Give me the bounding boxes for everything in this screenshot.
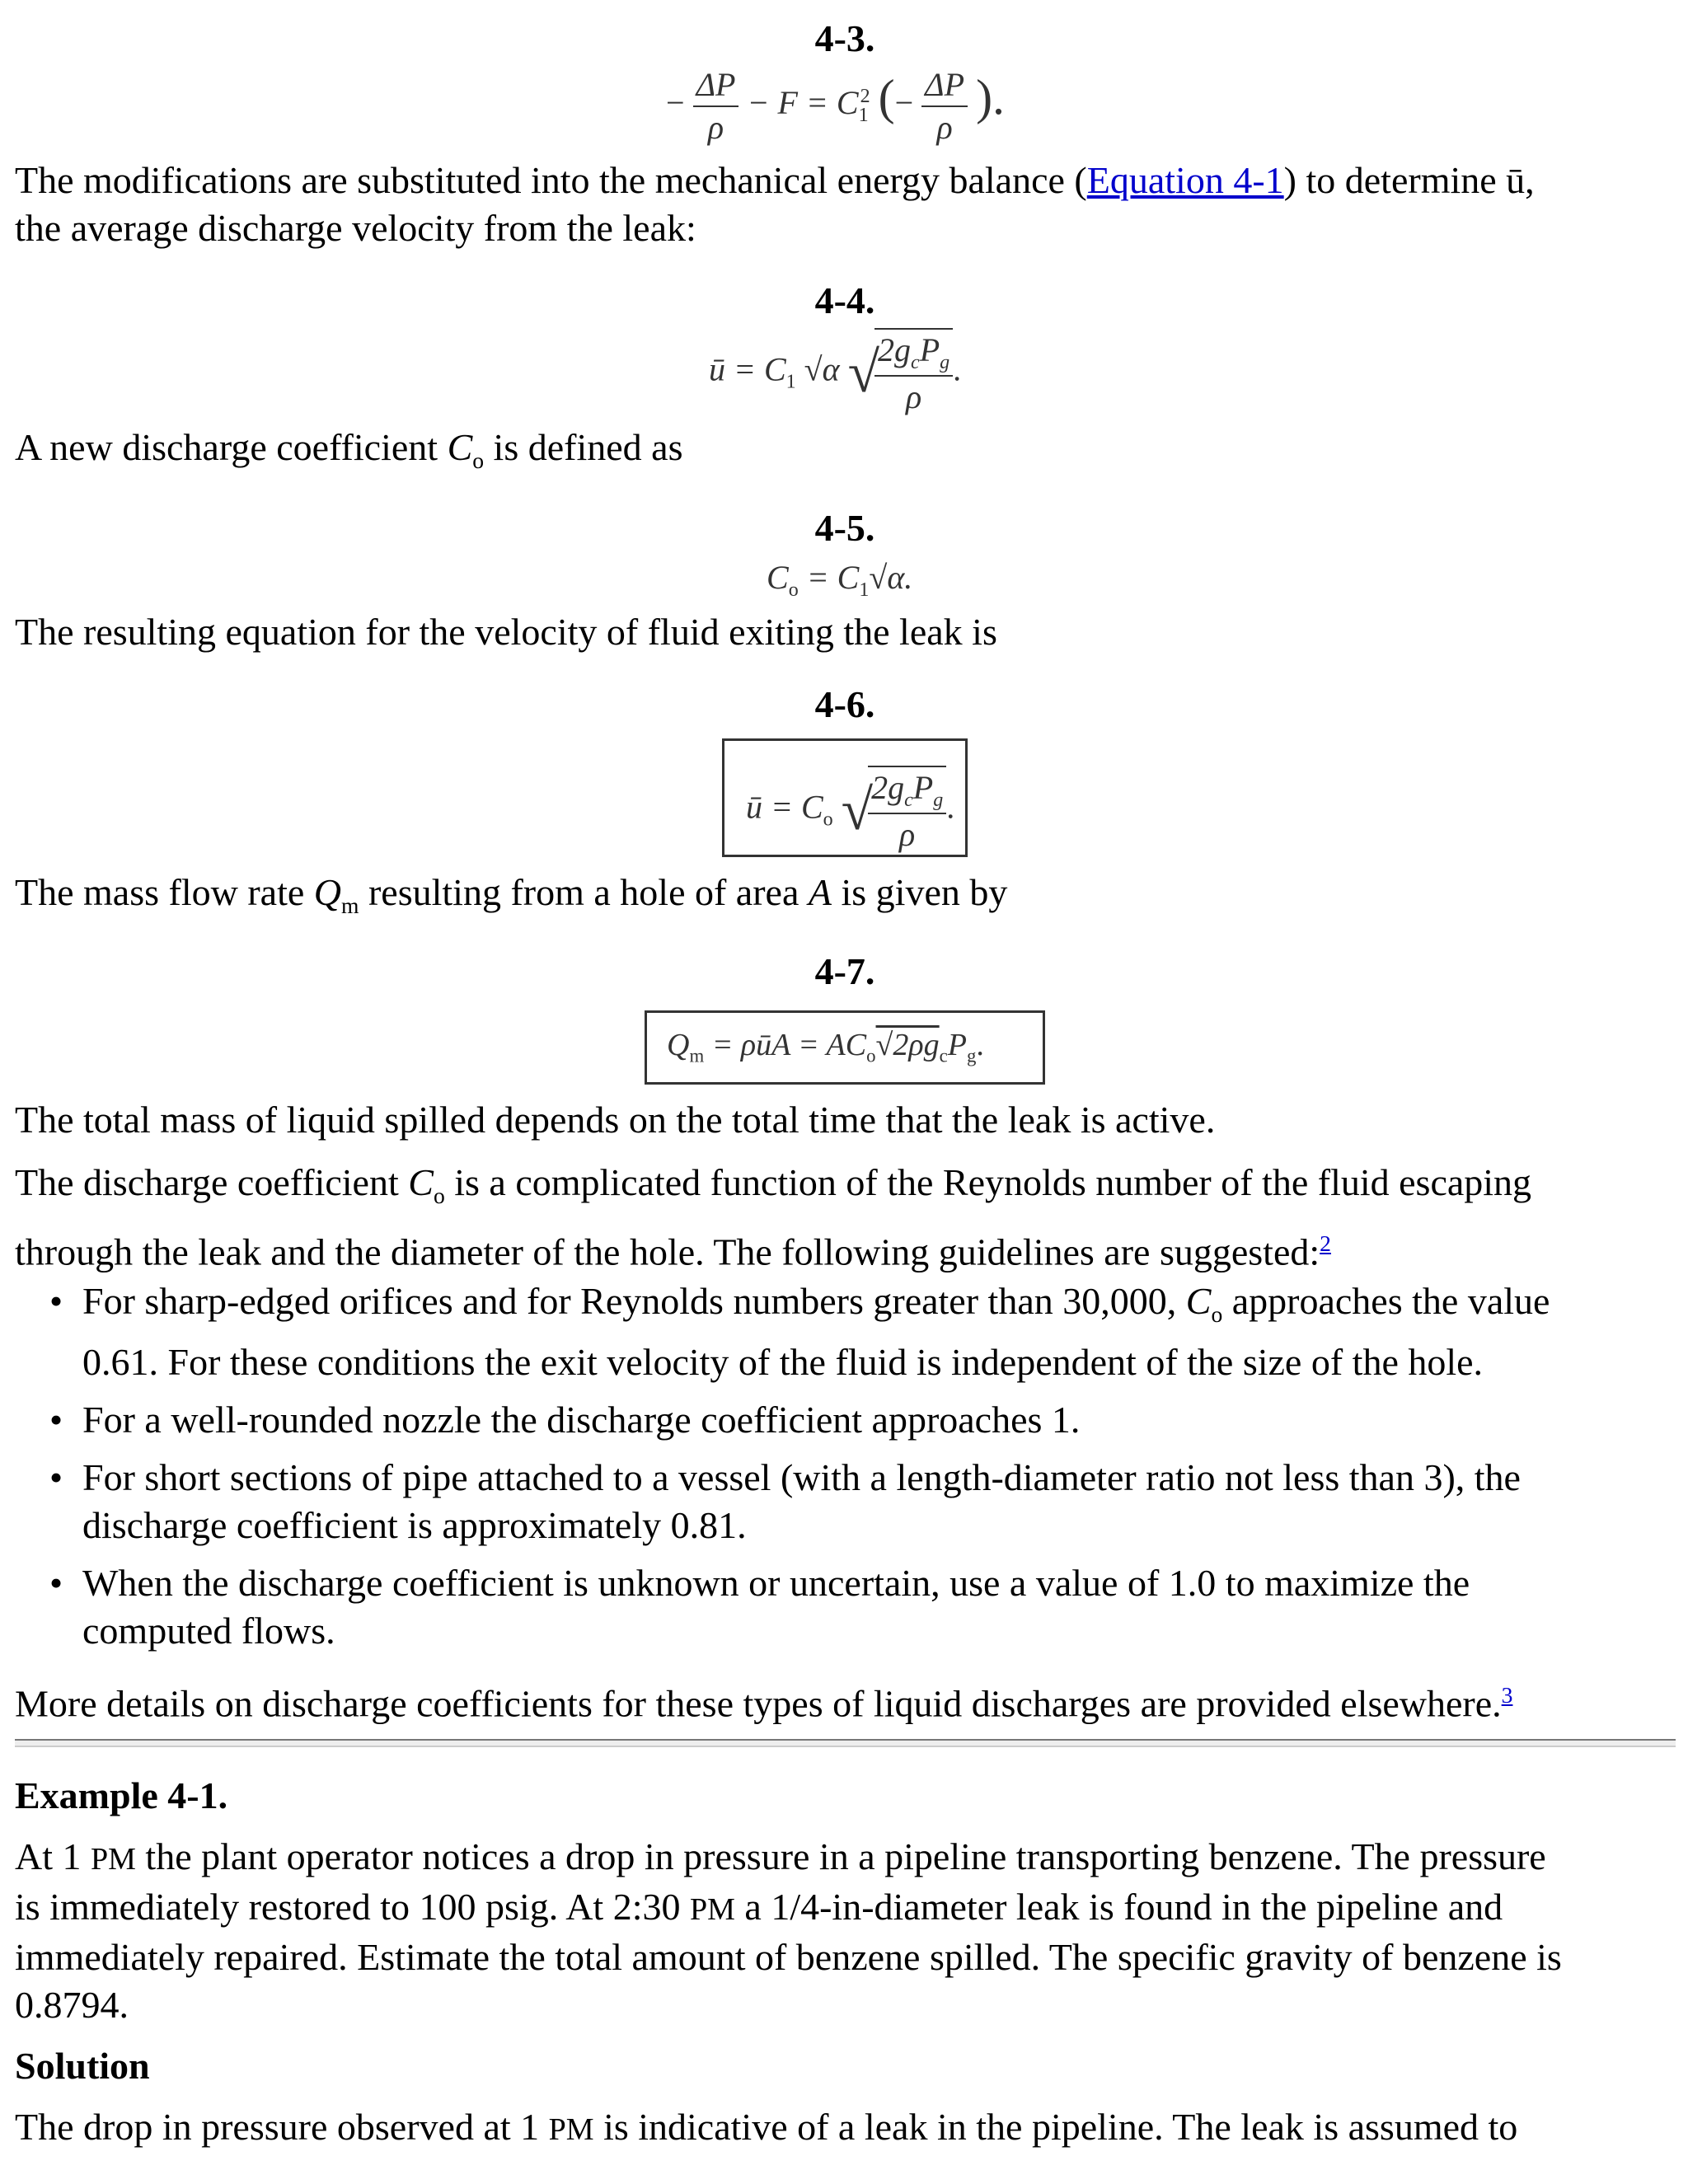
eq43-minus-f: − F = C: [747, 84, 859, 122]
b4-line1: When the discharge coefficient is unknown or uncertain, use a value of 1.0 to maximize the: [82, 1562, 1470, 1605]
eq44-sqrt-icon: √: [847, 340, 880, 405]
list-item-short-sections: [49, 1454, 1672, 1549]
eq46-fraction: [868, 766, 946, 855]
eq44-fraction: [874, 328, 953, 418]
eq46-num-p: P: [912, 769, 934, 806]
bullet-dot: •: [49, 1456, 63, 1499]
equation-label-4-6: 4-6.: [814, 683, 875, 725]
eq46-end: .: [946, 788, 955, 826]
b2-text: For a well-rounded nozzle the discharge coefficient approaches 1.: [82, 1399, 1081, 1441]
paragraph-mechanical-energy: [15, 157, 1672, 252]
eq47-c-sub: o: [866, 1045, 876, 1066]
list-item-unknown: [49, 1559, 1672, 1655]
bullet-dot: •: [49, 1562, 63, 1605]
eq43-rhs-den: ρ: [936, 109, 953, 146]
example-title: Example 4-1.: [15, 1774, 228, 1816]
eq46-num-2g: 2g: [871, 769, 905, 806]
eq44-num-c: c: [911, 352, 920, 373]
equation-4-1-link[interactable]: Equation 4-1: [1086, 159, 1284, 201]
eq46-num-g: g: [933, 790, 944, 811]
p4-q: Q: [313, 871, 342, 913]
eq45-c: C: [767, 559, 789, 596]
eq43-rhs-neg: −: [894, 84, 914, 122]
footnote-3-link[interactable]: 3: [1501, 1682, 1513, 1708]
eq47-p-sub: g: [966, 1045, 977, 1066]
ex-l2-b: a 1/4-in-diameter leak is found in the pipeline and: [734, 1886, 1503, 1928]
list-item-sharp-edged: [49, 1277, 1672, 1386]
p6-c-sub: o: [433, 1183, 445, 1209]
b1-text-a: For sharp-edged orifices and for Reynolds numbers greater than 30,000,: [82, 1280, 1186, 1322]
equation-label-4-3: 4-3.: [814, 17, 875, 59]
bullet-dot: •: [49, 1399, 63, 1441]
b3-line1: For short sections of pipe attached to a vessel (with a length-diameter ratio not less than 3), the: [82, 1456, 1521, 1499]
footnote-2-link[interactable]: 2: [1320, 1230, 1331, 1257]
eq46-num: [868, 767, 946, 814]
eq43-rhs-fraction: [921, 64, 968, 148]
b3-line2: discharge coefficient is approximately 0.81.: [82, 1504, 747, 1547]
eq43-lhs-num: ΔP: [693, 64, 739, 107]
equation-label-4-5: 4-5.: [814, 507, 875, 549]
eq47-q: Q: [667, 1028, 690, 1062]
eq46-sqrt-icon: √: [841, 778, 874, 842]
eq47-q-sub: m: [689, 1045, 705, 1066]
eq43-c-sup: 2: [860, 85, 870, 107]
eq44-den: ρ: [905, 378, 922, 415]
ex-l3: immediately repaired. Estimate the total amount of benzene spilled. The specific gravity of benzene is: [15, 1936, 1562, 1978]
list-item-well-rounded: [49, 1396, 1672, 1444]
paragraph-resulting-equation: [15, 608, 1672, 656]
guidelines-list: [49, 1277, 1672, 1665]
p6-text-a: The discharge coefficient: [15, 1161, 409, 1203]
eq43-paren-close: ).: [976, 70, 1006, 125]
equation-label-4-4: 4-4.: [814, 279, 875, 321]
b4-line2: computed flows.: [82, 1610, 335, 1652]
equation-4-4: [709, 328, 961, 418]
b1-line2: 0.61. For these conditions the exit velocity of the fluid is independent of the size of the hole.: [82, 1341, 1484, 1384]
ex-l1-b: the plant operator notices a drop in pressure in a pipeline transporting benzene. The pressure: [135, 1835, 1546, 1877]
eq47-p: P: [947, 1028, 967, 1062]
eq43-lhs-den: ρ: [707, 109, 724, 146]
eq46-den: ρ: [899, 816, 916, 853]
equation-label-4-7: 4-7.: [814, 950, 875, 992]
eq43-neg: −: [666, 84, 685, 122]
eq44-sqrt-alpha: √α: [804, 350, 840, 388]
eq45-eq: = C: [798, 559, 860, 596]
eq45-c-sub: o: [788, 579, 799, 601]
equation-4-6: [722, 738, 968, 857]
p2-c-sub: o: [472, 448, 485, 474]
sol-l1-a: The drop in pressure observed at 1: [15, 2106, 549, 2148]
equation-4-7: [645, 1010, 1045, 1085]
eq46-lhs: ū = C: [746, 788, 823, 826]
ex-l2-a: is immediately restored to 100 psig. At 2:30: [15, 1886, 690, 1928]
p5-text: The total mass of liquid spilled depends on the total time that the leak is active.: [15, 1099, 1216, 1141]
eq43-lhs-fraction: [693, 64, 739, 148]
eq45-rest: √α.: [869, 559, 913, 596]
b1-c-sub: o: [1211, 1301, 1223, 1328]
p2-text-a: A new discharge coefficient: [15, 426, 448, 468]
p6-text-c: through the leak and the diameter of the hole. The following guidelines are suggested:: [15, 1230, 1320, 1273]
eq44-num-p: P: [919, 331, 940, 368]
solution-body: [15, 2103, 1672, 2154]
p4-text-a: The mass flow rate: [15, 871, 314, 913]
eq44-lhs: ū = C: [709, 350, 786, 388]
p7-text: More details on discharge coefficients for these types of liquid discharges are provided elsewhere.: [15, 1682, 1502, 1725]
eq44-num-2g: 2g: [878, 331, 912, 368]
p1-text-a: The modifications are substituted into the mechanical energy balance (: [15, 159, 1087, 201]
solution-title: Solution: [15, 2045, 150, 2087]
p4-q-sub: m: [341, 893, 359, 919]
eq45-c1-sub: 1: [859, 579, 870, 601]
p2-text-b: is defined as: [484, 426, 683, 468]
eq46-num-c: c: [904, 790, 913, 811]
sol-pm: PM: [548, 2112, 594, 2147]
section-divider: [15, 1739, 1676, 1747]
p6-text-b: is a complicated function of the Reynolds number of the fluid escaping: [444, 1161, 1532, 1203]
eq46-c-sub: o: [823, 808, 833, 831]
paragraph-more-details: [15, 1671, 1672, 1727]
p6-c: C: [408, 1161, 434, 1203]
bullet-dot: •: [49, 1280, 63, 1322]
eq44-num-g: g: [940, 352, 950, 373]
p1-text-c: the average discharge velocity from the leak:: [15, 207, 696, 249]
paragraph-new-coefficient: [15, 424, 1672, 485]
ex-pm-2: PM: [689, 1892, 735, 1927]
eq47-g-sub: c: [939, 1045, 948, 1066]
eq43-rhs-num: ΔP: [921, 64, 968, 107]
p3-text: The resulting equation for the velocity of fluid exiting the leak is: [15, 611, 997, 653]
p1-text-b: ) to determine ū,: [1283, 159, 1535, 201]
ex-l4: 0.8794.: [15, 1984, 129, 2026]
eq47-sqrt: √2ρg: [875, 1028, 940, 1062]
paragraph-mass-flow-rate: [15, 869, 1672, 930]
paragraph-discharge-coefficient: [15, 1159, 1672, 1277]
eq43-c-sub: 1: [858, 105, 869, 127]
p4-text-b: resulting from a hole of area: [359, 871, 809, 913]
b1-text-b: approaches the value: [1222, 1280, 1550, 1322]
ex-pm-1: PM: [91, 1842, 136, 1877]
p4-text-c: is given by: [832, 871, 1008, 913]
b1-c: C: [1185, 1280, 1212, 1322]
p2-c: C: [447, 426, 473, 468]
eq43-paren-open: (: [878, 70, 895, 125]
equation-4-3: [666, 64, 1005, 148]
p4-a: A: [808, 871, 832, 913]
eq47-mid: = ρūA = AC: [704, 1028, 867, 1062]
equation-4-5: [767, 557, 912, 602]
eq47-end: .: [976, 1028, 984, 1062]
ex-l1-a: At 1: [15, 1835, 91, 1877]
eq44-num: [874, 330, 953, 377]
eq44-c-sub: 1: [785, 371, 796, 393]
sol-l1-b: is indicative of a leak in the pipeline. The leak is assumed to: [593, 2106, 1518, 2148]
eq44-end: .: [953, 350, 962, 388]
paragraph-total-mass: [15, 1096, 1672, 1144]
example-body: [15, 1833, 1672, 2029]
